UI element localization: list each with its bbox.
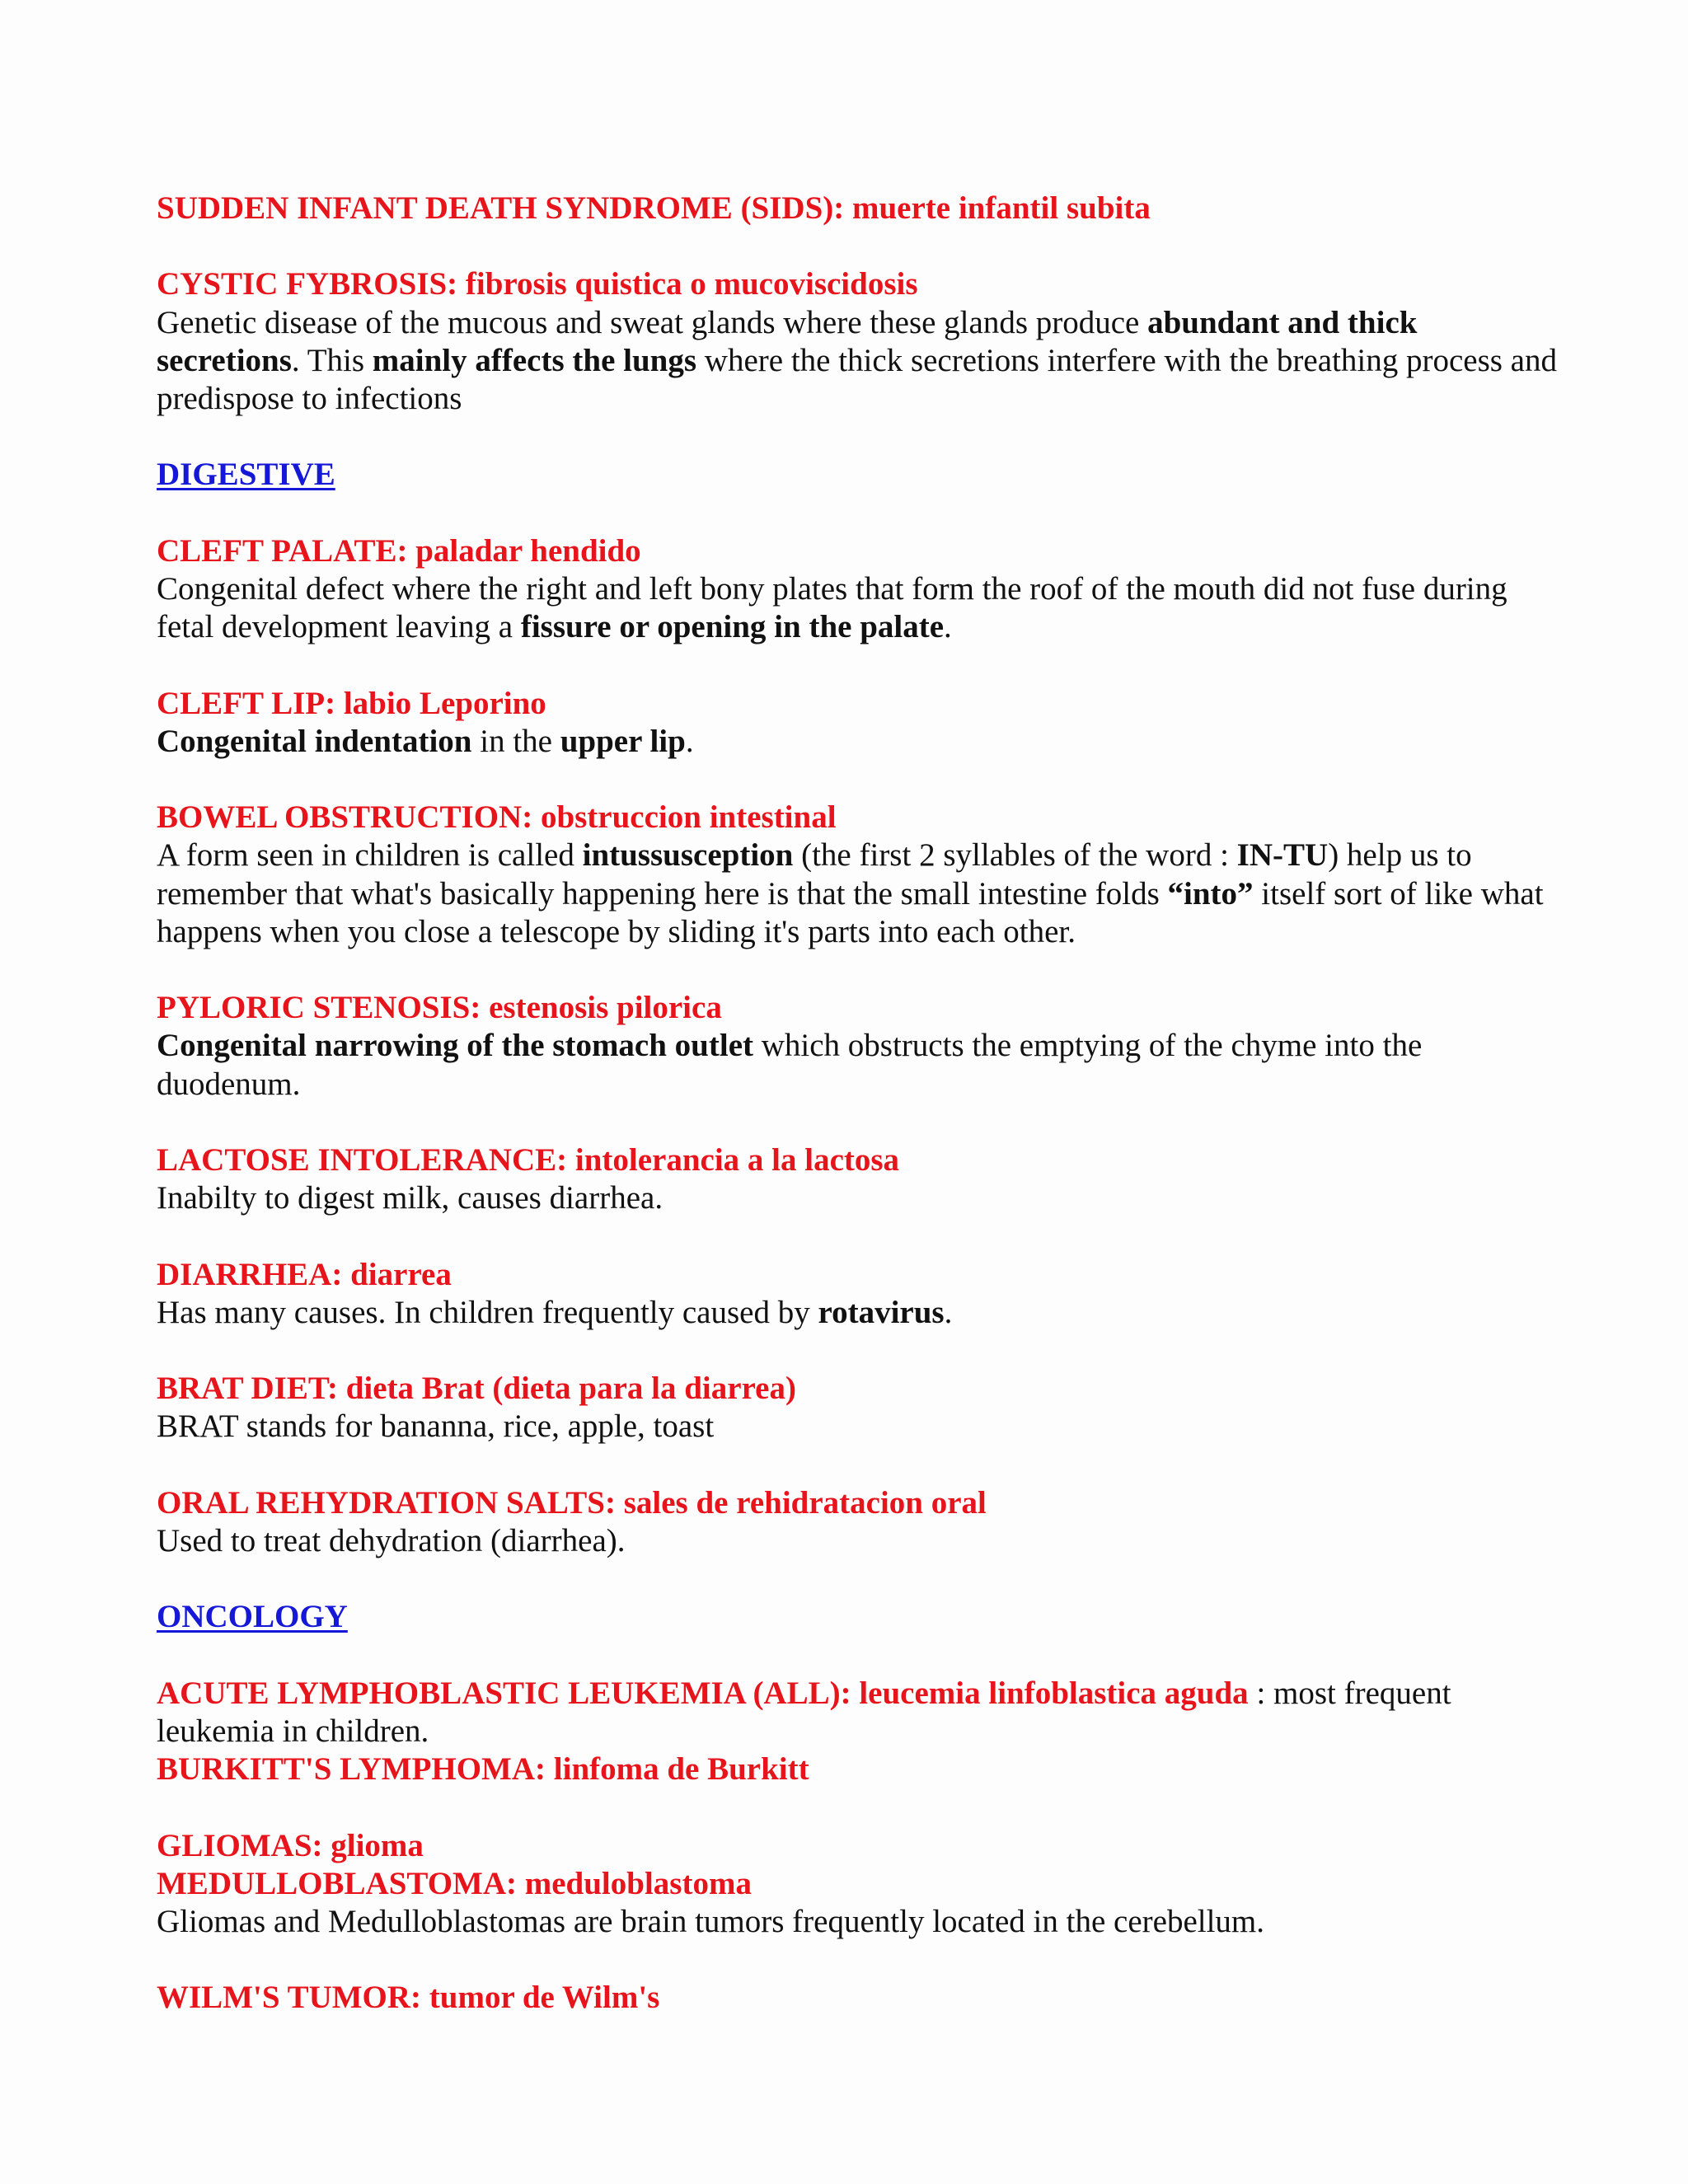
entry-all-leukemia — [157, 1675, 1558, 1750]
term-heading: ORAL REHYDRATION SALTS: sales de rehidratacion oral — [157, 1484, 987, 1521]
entry-burkitts-lymphoma — [157, 1750, 1558, 1788]
entry-diarrhea — [157, 1256, 1558, 1332]
term-heading: GLIOMAS: glioma — [157, 1827, 424, 1863]
section-heading-link[interactable]: DIGESTIVE — [157, 457, 335, 493]
entry-description: Inabilty to digest milk, causes diarrhea. — [157, 1180, 663, 1216]
term-heading: WILM'S TUMOR: tumor de Wilm's — [157, 1980, 660, 2016]
section-oncology — [157, 1598, 1558, 1636]
section-digestive — [157, 456, 1558, 494]
entry-lactose-intolerance — [157, 1141, 1558, 1217]
entry-description: Congenital defect where the right and left bony plates that form the roof of the mouth did not fuse during fetal development leaving a fissure or opening in the palate. — [157, 570, 1507, 645]
term-heading: PYLORIC STENOSIS: estenosis pilorica — [157, 990, 722, 1026]
entry-description: Used to treat dehydration (diarrhea). — [157, 1522, 626, 1558]
entry-description: Gliomas and Medulloblastomas are brain tumors frequently located in the cerebellum. — [157, 1903, 1265, 1939]
term-heading: CLEFT PALATE: paladar hendido — [157, 532, 641, 569]
entry-description: A form seen in children is called intussusception (the first 2 syllables of the word : IN-TU) help us to remember that what's basically happening here is that the small intestine folds “into” itself sort of like what happens when you close a telescope by sliding it's parts into each other. — [157, 837, 1544, 949]
entry-sids — [157, 190, 1558, 227]
entry-cystic-fibrosis — [157, 265, 1558, 418]
section-heading-link[interactable]: ONCOLOGY — [157, 1599, 348, 1635]
term-heading: CYSTIC FYBROSIS: fibrosis quistica o mucoviscidosis — [157, 266, 918, 302]
entry-description: BRAT stands for bananna, rice, apple, toast — [157, 1408, 715, 1445]
entry-description: ACUTE LYMPHOBLASTIC LEUKEMIA (ALL): leucemia linfoblastica aguda : most frequent leukemia in children. — [157, 1675, 1451, 1749]
term-heading: LACTOSE INTOLERANCE: intolerancia a la lactosa — [157, 1141, 900, 1178]
entry-cleft-lip — [157, 685, 1558, 761]
entry-bowel-obstruction — [157, 799, 1558, 951]
term-heading: MEDULLOBLASTOMA: meduloblastoma — [157, 1865, 752, 1901]
term-heading: ACUTE LYMPHOBLASTIC LEUKEMIA (ALL): leucemia linfoblastica aguda — [157, 1675, 1249, 1711]
entry-wilms-tumor — [157, 1979, 1558, 2017]
term-heading: BOWEL OBSTRUCTION: obstruccion intestinal — [157, 799, 837, 836]
entry-description: Congenital indentation in the upper lip. — [157, 723, 694, 759]
term-heading: SUDDEN INFANT DEATH SYNDROME (SIDS): muerte infantil subita — [157, 190, 1151, 226]
term-heading: DIARRHEA: diarrea — [157, 1256, 452, 1292]
entry-description: Genetic disease of the mucous and sweat glands where these glands produce abundant and thick secretions. This mainly affects the lungs where the thick secretions interfere with the breathing process and predispose to infections — [157, 304, 1557, 416]
document-body — [157, 190, 1558, 2055]
term-heading: BURKITT'S LYMPHOMA: linfoma de Burkitt — [157, 1751, 809, 1788]
term-heading: BRAT DIET: dieta Brat (dieta para la diarrea) — [157, 1371, 796, 1407]
term-heading: CLEFT LIP: labio Leporino — [157, 685, 546, 721]
entry-medulloblastoma — [157, 1865, 1558, 1941]
entry-gliomas — [157, 1827, 1558, 1865]
entry-pyloric-stenosis — [157, 989, 1558, 1104]
entry-description: Congenital narrowing of the stomach outlet which obstructs the emptying of the chyme into the duodenum. — [157, 1028, 1423, 1102]
entry-oral-rehydration-salts — [157, 1484, 1558, 1560]
entry-description: Has many causes. In children frequently caused by rotavirus. — [157, 1294, 953, 1330]
entry-cleft-palate — [157, 532, 1558, 647]
entry-brat-diet — [157, 1370, 1558, 1446]
